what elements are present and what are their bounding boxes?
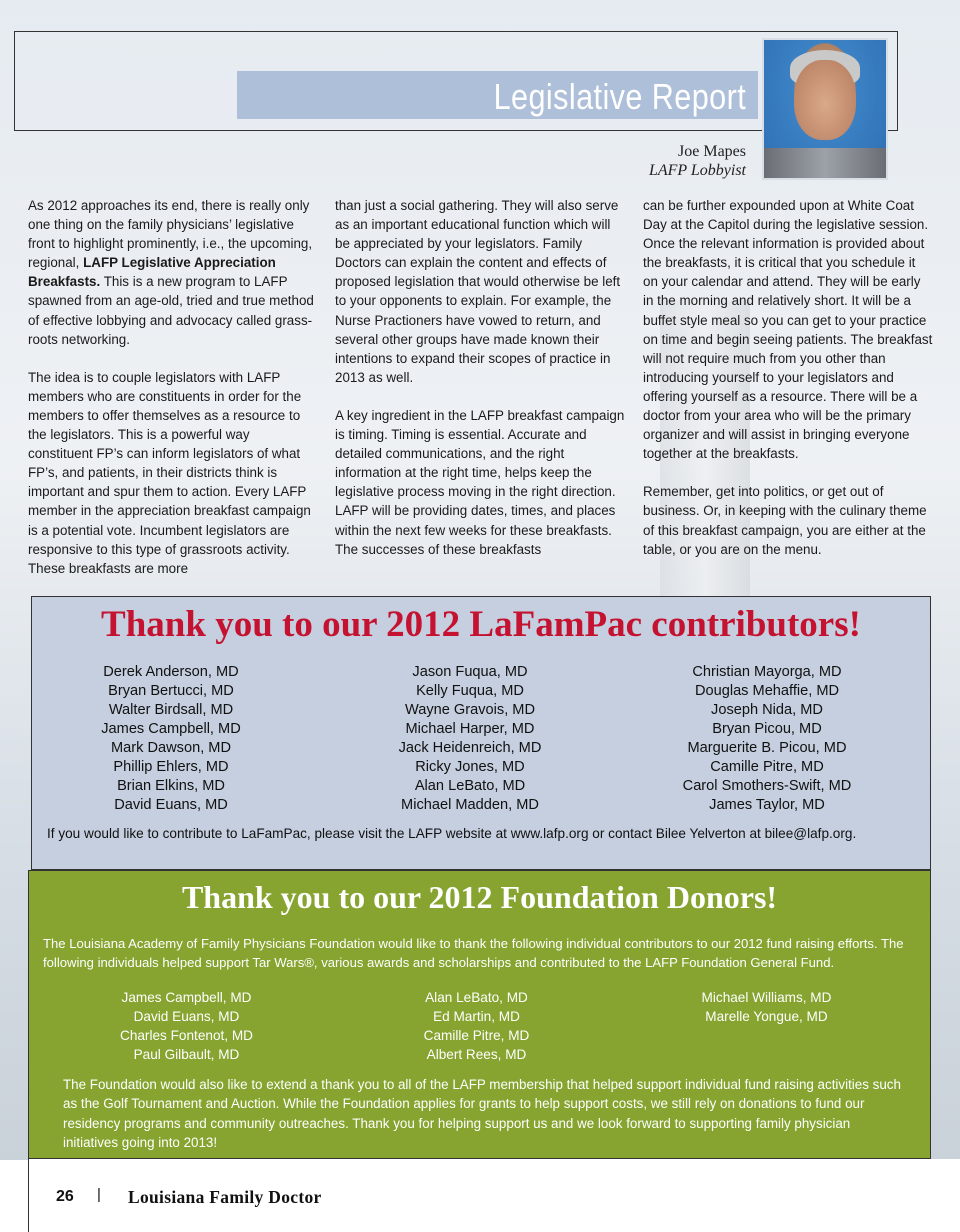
- article-paragraph: A key ingredient in the LAFP breakfast campaign is timing. Timing is essential. Accurate and detailed communications, and the right information at the right time, helps keep the legislative process moving in the right direction. LAFP will be providing dates, times, and places within the next few weeks for these breakfasts. The successes of these breakfasts: [335, 407, 625, 557]
- article-paragraph: than just a social gathering. They will also serve as an important educational function which will be appreciated by your legislators. Family Doctors can explain the content and effects of proposed legislation that would otherwise be left to your opponents to explain. For example, the Nurse Practioners have vowed to return, and several other groups have made known their intentions to expand their scopes of practice in 2013 as well.: [335, 198, 621, 385]
- donor-name: Camille Pitre, MD: [423, 1028, 530, 1043]
- contributor-name: Jack Heidenreich, MD: [398, 740, 542, 756]
- article-column-1: [28, 196, 315, 578]
- lafampac-names-col-2: [370, 663, 570, 815]
- contributor-name: Christian Mayorga, MD: [692, 664, 842, 680]
- contributor-name: James Taylor, MD: [709, 797, 825, 813]
- article-paragraph: [28, 196, 315, 349]
- contributor-name: Michael Harper, MD: [405, 721, 535, 737]
- article-paragraph: can be further expounded upon at White Coat Day at the Capitol during the legislative session. Once the relevant information is provided about the breakfasts, it is critical that you schedule it on your calendar and attend. They will be early in the morning and relatively short. It will be a buffet style meal so you can get to your practice on time and begin seeing patients. The breakfast will not require much from you other than introducing yourself to your legislators and offering yourself as a resource. There will be a doctor from your area who will be the primary organizer and will assist in bringing everyone together at the breakfasts.: [643, 198, 933, 462]
- contributor-name: Derek Anderson, MD: [103, 664, 239, 680]
- author-role: LAFP Lobbyist: [648, 162, 746, 179]
- donor-name: Marelle Yongue, MD: [705, 1009, 828, 1024]
- contributor-name: Bryan Bertucci, MD: [108, 683, 234, 699]
- donor-name: James Campbell, MD: [121, 990, 252, 1005]
- contributor-name: Michael Madden, MD: [401, 797, 539, 813]
- lafampac-contribute-note: If you would like to contribute to LaFamPac, please visit the LAFP website at www.lafp.org or contact Bilee Yelverton at bilee@lafp.org.: [47, 826, 857, 841]
- publication-name: Louisiana Family Doctor: [128, 1187, 322, 1207]
- contributor-name: Joseph Nida, MD: [711, 702, 823, 718]
- contributor-name: Mark Dawson, MD: [110, 740, 231, 756]
- author-photo: [762, 38, 888, 180]
- lafampac-box: [31, 596, 931, 870]
- contributor-name: Alan LeBato, MD: [414, 778, 526, 794]
- contributor-name: Phillip Ehlers, MD: [113, 759, 229, 775]
- contributor-name: Douglas Mehaffie, MD: [694, 683, 840, 699]
- donor-name: Charles Fontenot, MD: [120, 1028, 253, 1043]
- page-title: Legislative Report: [493, 76, 746, 117]
- foundation-heading: Thank you to our 2012 Foundation Donors!: [181, 879, 778, 915]
- contributor-name: Jason Fuqua, MD: [412, 664, 528, 680]
- article-column-3: [643, 196, 933, 559]
- lafampac-heading: Thank you to our 2012 LaFamPac contributors!: [101, 604, 861, 645]
- article-text: As 2012 approaches its end, there is really only one thing on the family physicians’ legislative front to highlight prominently, i.e., the upcoming, regional,: [28, 198, 313, 271]
- article-bold-text: LAFP Legislative Appreciation Breakfasts.: [28, 255, 276, 290]
- author-name: Joe Mapes: [678, 143, 746, 160]
- article-column-2: [335, 196, 625, 559]
- foundation-outro: The Foundation would also like to extend a thank you to all of the LAFP membership that helped support individual fund raising activities such as the Golf Tournament and Auction. While the Foundation applies for grants to help support costs, we still rely on donations to fund our residency programs and community outreaches. Thank you for helping support us and we look forward to supporting family physician initiatives going into 2013!: [63, 1077, 901, 1150]
- contributor-name: David Euans, MD: [114, 797, 228, 813]
- lafampac-names-col-3: [662, 663, 872, 815]
- donor-name: Alan LeBato, MD: [425, 990, 528, 1005]
- lafampac-names-col-1: [72, 663, 270, 815]
- article-paragraph: The idea is to couple legislators with LAFP members who are constituents in order for the members to offer themselves as a resource to the legislators. This is a powerful way constituent FP’s can inform legislators of what FP’s, and patients, in their districts think is important and spur them to action. Every LAFP member in the appreciation breakfast campaign is a potential vote. Incumbent legislators are responsive to this type of grassroots activity. These breakfasts are more: [28, 369, 311, 576]
- author-photo-face: [794, 60, 856, 140]
- author-photo-suit: [764, 148, 886, 180]
- contributor-name: James Campbell, MD: [101, 721, 241, 737]
- contributor-name: Wayne Gravois, MD: [404, 702, 536, 718]
- contributor-name: Marguerite B. Picou, MD: [687, 740, 847, 756]
- foundation-intro: The Louisiana Academy of Family Physicians Foundation would like to thank the following individual contributors to our 2012 fund raising efforts. The following individuals helped support Tar Wars®, various awards and scholarships and contributed to the LAFP Foundation General Fund.: [43, 936, 904, 970]
- contributor-name: Bryan Picou, MD: [712, 721, 822, 737]
- contributor-name: Camille Pitre, MD: [710, 759, 824, 775]
- foundation-names-col-3: [694, 988, 839, 1026]
- footer-separator: |: [97, 1186, 101, 1203]
- contributor-name: Carol Smothers-Swift, MD: [682, 778, 852, 794]
- contributor-name: Ricky Jones, MD: [415, 759, 525, 775]
- page-number: 26: [56, 1188, 74, 1205]
- contributor-name: Kelly Fuqua, MD: [416, 683, 524, 699]
- donor-name: David Euans, MD: [133, 1009, 240, 1024]
- byline: [649, 142, 746, 180]
- donor-name: Albert Rees, MD: [426, 1047, 527, 1062]
- article-text: This is a new program to LAFP spawned from an age-old, tried and true method of effective lobbying and advocacy called grass-roots networking.: [28, 274, 314, 347]
- foundation-box: [28, 870, 931, 1159]
- contributor-name: Walter Birdsall, MD: [108, 702, 234, 718]
- donor-name: Ed Martin, MD: [433, 1009, 520, 1024]
- foundation-names-col-2: [414, 988, 539, 1064]
- donor-name: Paul Gilbault, MD: [133, 1047, 240, 1062]
- donor-name: Michael Williams, MD: [701, 990, 832, 1005]
- article-paragraph: Remember, get into politics, or get out of business. Or, in keeping with the culinary theme of this breakfast campaign, you are either at the table, or you are on the menu.: [643, 484, 927, 557]
- contributor-name: Brian Elkins, MD: [117, 778, 225, 794]
- foundation-names-col-1: [119, 988, 254, 1064]
